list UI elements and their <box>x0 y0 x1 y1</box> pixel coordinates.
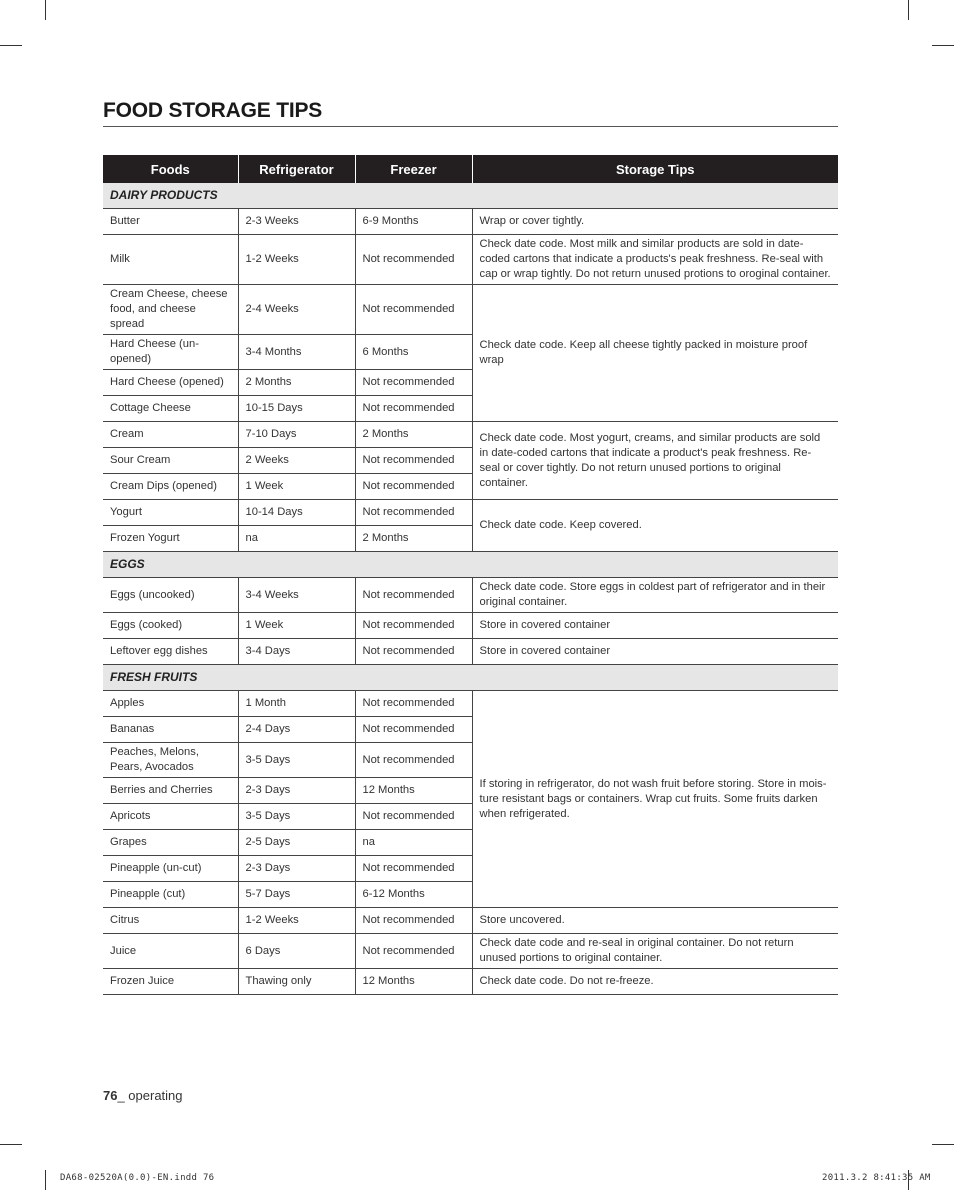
section-title: EGGS <box>103 552 838 578</box>
header-freezer: Freezer <box>355 155 472 183</box>
storage-tip-cell: Wrap or cover tightly. <box>472 209 838 235</box>
storage-tip-cell: Store in covered container <box>472 639 838 665</box>
header-foods: Foods <box>103 155 238 183</box>
food-cell: Apples <box>103 691 238 717</box>
freezer-cell: Not recommended <box>355 285 472 335</box>
freezer-cell: 6-12 Months <box>355 882 472 908</box>
section-title: DAIRY PRODUCTS <box>103 183 838 209</box>
food-cell: Peaches, Melons, Pears, Avocados <box>103 743 238 778</box>
table-row <box>103 934 838 969</box>
refrigerator-cell: 7-10 Days <box>238 422 355 448</box>
refrigerator-cell: 2-4 Days <box>238 717 355 743</box>
section-title: FRESH FRUITS <box>103 665 838 691</box>
freezer-cell: Not recommended <box>355 578 472 613</box>
refrigerator-cell: 3-4 Weeks <box>238 578 355 613</box>
table-row <box>103 422 838 448</box>
storage-tip-cell: Check date code. Keep covered. <box>472 500 838 552</box>
refrigerator-cell: 3-4 Days <box>238 639 355 665</box>
food-cell: Frozen Yogurt <box>103 526 238 552</box>
freezer-cell: Not recommended <box>355 691 472 717</box>
header-storage-tips: Storage Tips <box>472 155 838 183</box>
food-cell: Cream <box>103 422 238 448</box>
print-slug-date: 2011.3.2 8:41:35 AM <box>822 1173 931 1183</box>
refrigerator-cell: Thawing only <box>238 969 355 995</box>
table-row <box>103 500 838 526</box>
refrigerator-cell: 2-3 Days <box>238 856 355 882</box>
crop-mark <box>932 1144 954 1145</box>
food-cell: Pineapple (un-cut) <box>103 856 238 882</box>
crop-mark <box>45 0 46 20</box>
crop-mark <box>0 1144 22 1145</box>
food-cell: Frozen Juice <box>103 969 238 995</box>
food-cell: Cream Dips (opened) <box>103 474 238 500</box>
refrigerator-cell: 1 Month <box>238 691 355 717</box>
food-cell: Eggs (cooked) <box>103 613 238 639</box>
refrigerator-cell: 1-2 Weeks <box>238 235 355 285</box>
refrigerator-cell: 3-4 Months <box>238 335 355 370</box>
food-cell: Bananas <box>103 717 238 743</box>
storage-tip-cell: Check date code. Most yogurt, creams, and similar products are sold in date-coded cartons that indicate a product's peak freshness. Re-seal or cover tightly. Do not return unused portions to original container. <box>472 422 838 500</box>
table-header <box>103 155 838 183</box>
table-row <box>103 639 838 665</box>
section-row-eggs <box>103 552 838 578</box>
storage-tip-cell: Check date code. Keep all cheese tightly packed in moisture proof wrap <box>472 285 838 422</box>
table-row <box>103 209 838 235</box>
table-row <box>103 969 838 995</box>
section-row-fresh-fruits <box>103 665 838 691</box>
refrigerator-cell: 3-5 Days <box>238 804 355 830</box>
refrigerator-cell: 1-2 Weeks <box>238 908 355 934</box>
freezer-cell: Not recommended <box>355 856 472 882</box>
food-cell: Apricots <box>103 804 238 830</box>
header-refrigerator: Refrigerator <box>238 155 355 183</box>
food-cell: Juice <box>103 934 238 969</box>
freezer-cell: Not recommended <box>355 717 472 743</box>
page-footer <box>103 1088 183 1103</box>
freezer-cell: 12 Months <box>355 778 472 804</box>
table-row <box>103 691 838 717</box>
refrigerator-cell: 2-5 Days <box>238 830 355 856</box>
freezer-cell: 2 Months <box>355 422 472 448</box>
storage-tip-cell: Store uncovered. <box>472 908 838 934</box>
storage-tip-cell: Check date code. Most milk and similar products are sold in date-coded cartons that indicate a products's peak freshness. Re-seal with cap or wrap tightly. Do not return unused protions to oroginal container. <box>472 235 838 285</box>
storage-tip-cell: If storing in refrigerator, do not wash fruit before storing. Store in mois-ture resistant bags or containers. Wrap cut fruits. Some fruits darken when refrigerated. <box>472 691 838 908</box>
freezer-cell: Not recommended <box>355 235 472 285</box>
refrigerator-cell: 1 Week <box>238 613 355 639</box>
table-row <box>103 908 838 934</box>
refrigerator-cell: 2 Weeks <box>238 448 355 474</box>
refrigerator-cell: na <box>238 526 355 552</box>
food-cell: Sour Cream <box>103 448 238 474</box>
table-row <box>103 578 838 613</box>
food-cell: Cottage Cheese <box>103 396 238 422</box>
freezer-cell: Not recommended <box>355 613 472 639</box>
freezer-cell: Not recommended <box>355 934 472 969</box>
table-body <box>103 183 838 995</box>
storage-tip-cell: Check date code and re-seal in original container. Do not return unused portions to original container. <box>472 934 838 969</box>
food-cell: Hard Cheese (opened) <box>103 370 238 396</box>
storage-tip-cell: Check date code. Store eggs in coldest part of refrigerator and in their original container. <box>472 578 838 613</box>
refrigerator-cell: 2 Months <box>238 370 355 396</box>
food-cell: Butter <box>103 209 238 235</box>
crop-mark <box>932 45 954 46</box>
page-title: FOOD STORAGE TIPS <box>103 99 838 127</box>
freezer-cell: Not recommended <box>355 474 472 500</box>
food-cell: Grapes <box>103 830 238 856</box>
print-slug-file: DA68-02520A(0.0)-EN.indd 76 <box>60 1173 215 1183</box>
refrigerator-cell: 10-15 Days <box>238 396 355 422</box>
freezer-cell: Not recommended <box>355 743 472 778</box>
freezer-cell: 6-9 Months <box>355 209 472 235</box>
freezer-cell: Not recommended <box>355 500 472 526</box>
storage-tip-cell: Store in covered container <box>472 613 838 639</box>
refrigerator-cell: 10-14 Days <box>238 500 355 526</box>
refrigerator-cell: 6 Days <box>238 934 355 969</box>
freezer-cell: 6 Months <box>355 335 472 370</box>
freezer-cell: Not recommended <box>355 370 472 396</box>
freezer-cell: Not recommended <box>355 396 472 422</box>
freezer-cell: 12 Months <box>355 969 472 995</box>
food-cell: Eggs (uncooked) <box>103 578 238 613</box>
freezer-cell: Not recommended <box>355 804 472 830</box>
freezer-cell: Not recommended <box>355 448 472 474</box>
food-cell: Yogurt <box>103 500 238 526</box>
food-storage-table <box>103 155 838 995</box>
crop-mark <box>908 0 909 20</box>
refrigerator-cell: 2-3 Weeks <box>238 209 355 235</box>
crop-mark <box>0 45 22 46</box>
refrigerator-cell: 2-4 Weeks <box>238 285 355 335</box>
page-section-label: _ operating <box>117 1088 183 1103</box>
food-cell: Hard Cheese (un-opened) <box>103 335 238 370</box>
freezer-cell: Not recommended <box>355 908 472 934</box>
freezer-cell: 2 Months <box>355 526 472 552</box>
crop-mark <box>45 1170 46 1190</box>
food-cell: Citrus <box>103 908 238 934</box>
table-row <box>103 235 838 285</box>
page-number: 76 <box>103 1088 118 1103</box>
freezer-cell: Not recommended <box>355 639 472 665</box>
food-cell: Berries and Cherries <box>103 778 238 804</box>
food-cell: Cream Cheese, cheese food, and cheese spread <box>103 285 238 335</box>
refrigerator-cell: 2-3 Days <box>238 778 355 804</box>
food-cell: Milk <box>103 235 238 285</box>
storage-tip-cell: Check date code. Do not re-freeze. <box>472 969 838 995</box>
refrigerator-cell: 5-7 Days <box>238 882 355 908</box>
freezer-cell: na <box>355 830 472 856</box>
table-row <box>103 613 838 639</box>
food-cell: Leftover egg dishes <box>103 639 238 665</box>
refrigerator-cell: 3-5 Days <box>238 743 355 778</box>
refrigerator-cell: 1 Week <box>238 474 355 500</box>
table-row <box>103 285 838 335</box>
section-row-dairy <box>103 183 838 209</box>
food-cell: Pineapple (cut) <box>103 882 238 908</box>
